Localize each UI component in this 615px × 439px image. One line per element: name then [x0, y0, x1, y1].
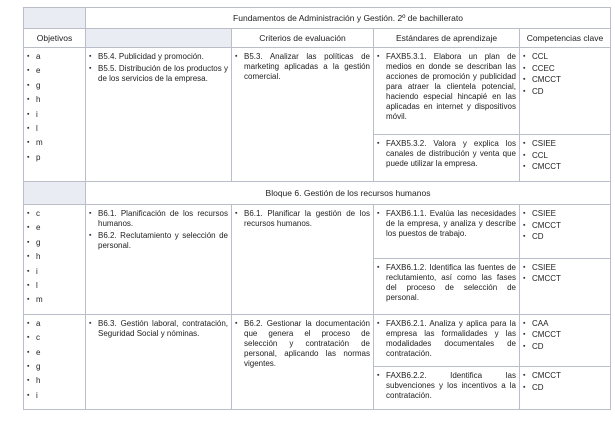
table-row [24, 314, 611, 366]
list-item: ▪ e [27, 223, 82, 233]
list-item: ▪ g [27, 362, 82, 372]
list-item: ▪ CMCCT [523, 75, 607, 85]
objetivos-list [27, 52, 82, 163]
list-item: ▪ FAXB6.1.1. Evalúa las necesidades de la empresa, y analiza y describe los puestos de trabajo. [377, 209, 516, 239]
list-item: ▪ B5.4. Publicidad y promoción. [89, 52, 228, 62]
list-item: ▪ l [27, 124, 82, 134]
contenidos-cell [86, 314, 232, 409]
list-item: ▪ FAXB5.3.2. Valora y explica los canales de distribución y venta que puede utilizar la empresa. [377, 139, 516, 169]
list-item: ▪ e [27, 348, 82, 358]
competencias-cell [520, 48, 611, 135]
header-competencias: Competencias clave [520, 29, 611, 48]
estandar-cell [374, 135, 520, 182]
list-item: ▪ c [27, 209, 82, 219]
header-criterios: Criterios de evaluación [232, 29, 374, 48]
list-item: ▪ B6.3. Gestión laboral, contratación, Seguridad Social y nóminas. [89, 319, 228, 339]
objetivos-cell [24, 314, 86, 409]
competencias-cell [520, 314, 611, 366]
list-item: ▪ B5.5. Distribución de los productos y de los servicios de la empresa. [89, 64, 228, 84]
list-item: ▪ CCL [523, 52, 607, 62]
list-item: ▪ h [27, 95, 82, 105]
list-item: ▪ CMCCT [523, 221, 607, 231]
list-item: ▪ CCEC [523, 64, 607, 74]
list-item: ▪ CMCCT [523, 330, 607, 340]
list-item: ▪ g [27, 238, 82, 248]
list-item: ▪ e [27, 66, 82, 76]
list-item: ▪ CMCCT [523, 371, 607, 381]
list-item: ▪ CCL [523, 151, 607, 161]
table-row [24, 48, 611, 135]
competencias-cell [520, 258, 611, 314]
list-item: ▪ FAXB6.1.2. Identifica las fuentes de reclutamiento, así como las fases del proceso de selección de personal. [377, 263, 516, 303]
list-item: ▪ i [27, 110, 82, 120]
list-item: ▪ CD [523, 232, 607, 242]
list-item: ▪ h [27, 376, 82, 386]
list-item: ▪ FAXB6.2.2. Identifica las subvenciones y los incentivos a la contratación. [377, 371, 516, 401]
estandar-cell [374, 205, 520, 259]
list-item: ▪ l [27, 281, 82, 291]
estandar-cell [374, 367, 520, 410]
header-row [24, 29, 611, 48]
list-item: ▪ m [27, 138, 82, 148]
estandar-cell [374, 314, 520, 366]
title-row [24, 8, 611, 29]
estandar-cell [374, 258, 520, 314]
curriculum-table-wrapper [23, 7, 611, 410]
list-item: ▪ FAXB6.2.1. Analiza y aplica para la empresa las formalidades y las modalidades documentales de contratación. [377, 319, 516, 359]
list-item: ▪ i [27, 267, 82, 277]
list-item: ▪ CD [523, 342, 607, 352]
competencias-cell [520, 367, 611, 410]
list-item: ▪ B5.3. Analizar las políticas de marketing aplicadas a la gestión comercial. [235, 52, 370, 82]
estandar-cell [374, 48, 520, 135]
criterio-cell [232, 314, 374, 409]
list-item: ▪ i [27, 391, 82, 401]
list-item: ▪ CMCCT [523, 162, 607, 172]
list-item: ▪ CSIEE [523, 139, 607, 149]
list-item: ▪ p [27, 153, 82, 163]
list-item: ▪ B6.2. Reclutamiento y selección de personal. [89, 231, 228, 251]
list-item: ▪ CSIEE [523, 209, 607, 219]
competencias-cell [520, 135, 611, 182]
table-row [24, 205, 611, 259]
list-item: ▪ h [27, 252, 82, 262]
criterio-cell [232, 205, 374, 315]
block-title-row [24, 182, 611, 205]
objetivos-cell [24, 205, 86, 315]
list-item: ▪ CAA [523, 319, 607, 329]
list-item: ▪ c [27, 333, 82, 343]
document-title: Fundamentos de Administración y Gestión. 2º de bachillerato [86, 8, 611, 29]
curriculum-table [23, 7, 611, 410]
block6-title: Bloque 6. Gestión de los recursos humanos [86, 182, 611, 205]
header-objetivos: Objetivos [24, 29, 86, 48]
list-item: ▪ CD [523, 383, 607, 393]
list-item: ▪ a [27, 319, 82, 329]
list-item: ▪ m [27, 295, 82, 305]
contenidos-cell [86, 48, 232, 182]
contenidos-cell [86, 205, 232, 315]
competencias-cell [520, 205, 611, 259]
list-item: ▪ CD [523, 87, 607, 97]
list-item: ▪ B6.2. Gestionar la documentación que genera el proceso de selección y contratación de personal, aplicando las normas vigentes. [235, 319, 370, 369]
list-item: ▪ CSIEE [523, 263, 607, 273]
list-item: ▪ a [27, 52, 82, 62]
list-item: ▪ B6.1. Planificación de los recursos humanos. [89, 209, 228, 229]
header-estandares: Estándares de aprendizaje [374, 29, 520, 48]
criterio-cell [232, 48, 374, 182]
list-item: ▪ FAXB5.3.1. Elabora un plan de medios en donde se describan las acciones de promoción y publicidad para atraer la clientela potencial, haciendo especial hincapié en las aplicadas en internet y dispositivos móvil. [377, 52, 516, 122]
list-item: ▪ CMCCT [523, 274, 607, 284]
list-item: ▪ g [27, 81, 82, 91]
objetivos-cell [24, 48, 86, 182]
list-item: ▪ B6.1. Planificar la gestión de los recursos humanos. [235, 209, 370, 229]
